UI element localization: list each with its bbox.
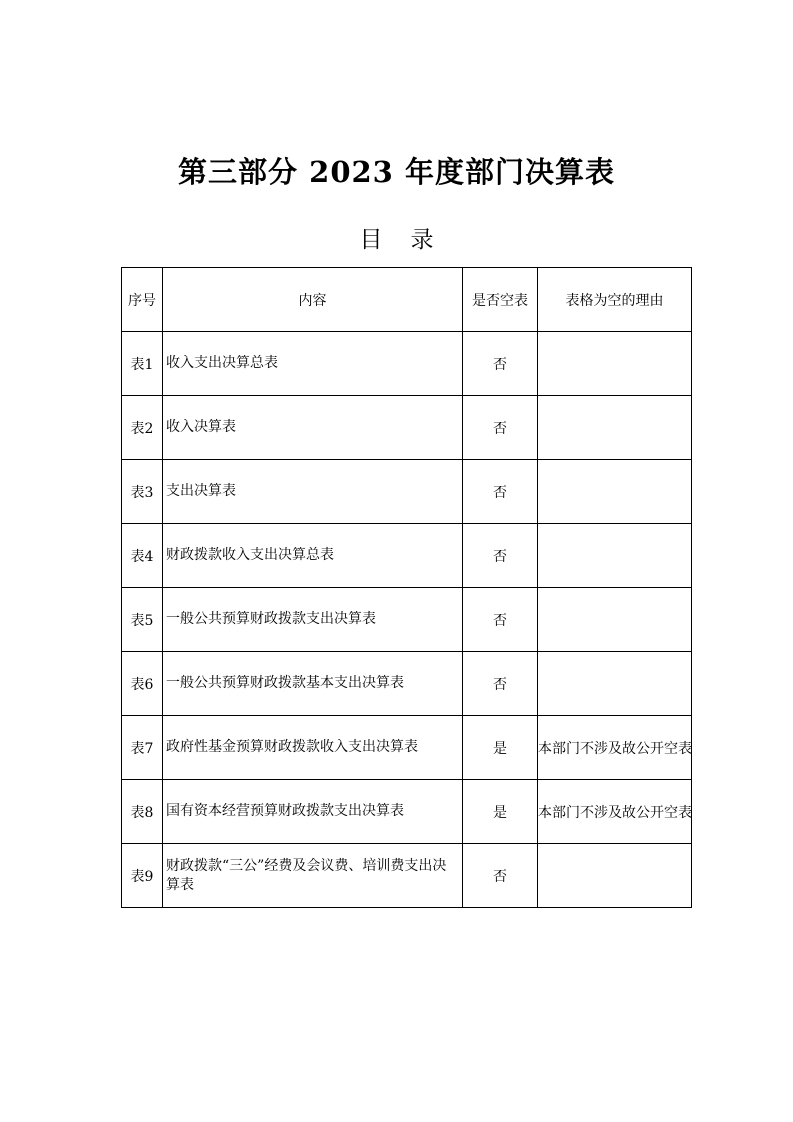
row-no: 表3	[122, 460, 163, 524]
row-reason	[538, 332, 692, 396]
row-content: 收入决算表	[163, 396, 463, 460]
table-row	[122, 332, 692, 396]
row-content: 政府性基金预算财政拨款收入支出决算表	[163, 716, 463, 780]
row-content: 一般公共预算财政拨款基本支出决算表	[163, 652, 463, 716]
row-content: 一般公共预算财政拨款支出决算表	[163, 588, 463, 652]
header-row	[122, 268, 692, 332]
row-no: 表1	[122, 332, 163, 396]
toc-table	[121, 267, 692, 908]
row-content: 收入支出决算总表	[163, 332, 463, 396]
row-is-empty: 是	[463, 780, 538, 844]
row-reason	[538, 524, 692, 588]
page-title: 第三部分 2023 年度部门决算表	[178, 155, 615, 189]
row-no: 表2	[122, 396, 163, 460]
row-no: 表7	[122, 716, 163, 780]
row-is-empty: 否	[463, 460, 538, 524]
table-row	[122, 652, 692, 716]
row-no: 表8	[122, 780, 163, 844]
row-reason	[538, 460, 692, 524]
table-row	[122, 716, 692, 780]
row-is-empty: 否	[463, 588, 538, 652]
row-reason	[538, 652, 692, 716]
row-is-empty: 否	[463, 844, 538, 908]
row-reason	[538, 396, 692, 460]
table-row	[122, 396, 692, 460]
row-no: 表4	[122, 524, 163, 588]
row-content: 国有资本经营预算财政拨款支出决算表	[163, 780, 463, 844]
table-row	[122, 844, 692, 908]
row-no: 表6	[122, 652, 163, 716]
row-content: 支出决算表	[163, 460, 463, 524]
row-reason	[538, 844, 692, 908]
header-is-empty: 是否空表	[463, 268, 538, 332]
row-is-empty: 否	[463, 332, 538, 396]
header-no: 序号	[122, 268, 163, 332]
row-reason: 本部门不涉及故公开空表	[538, 780, 692, 844]
row-no: 表5	[122, 588, 163, 652]
row-reason	[538, 588, 692, 652]
row-no: 表9	[122, 844, 163, 908]
table-row	[122, 588, 692, 652]
header-reason: 表格为空的理由	[538, 268, 692, 332]
row-reason: 本部门不涉及故公开空表	[538, 716, 692, 780]
table-row	[122, 524, 692, 588]
toc-heading: 目录	[359, 227, 462, 253]
table-row	[122, 780, 692, 844]
row-is-empty: 否	[463, 396, 538, 460]
row-is-empty: 是	[463, 716, 538, 780]
row-is-empty: 否	[463, 652, 538, 716]
row-is-empty: 否	[463, 524, 538, 588]
row-content: 财政拨款“三公”经费及会议费、培训费支出决算表	[163, 844, 463, 908]
row-content: 财政拨款收入支出决算总表	[163, 524, 463, 588]
table-row	[122, 460, 692, 524]
header-content: 内容	[163, 268, 463, 332]
